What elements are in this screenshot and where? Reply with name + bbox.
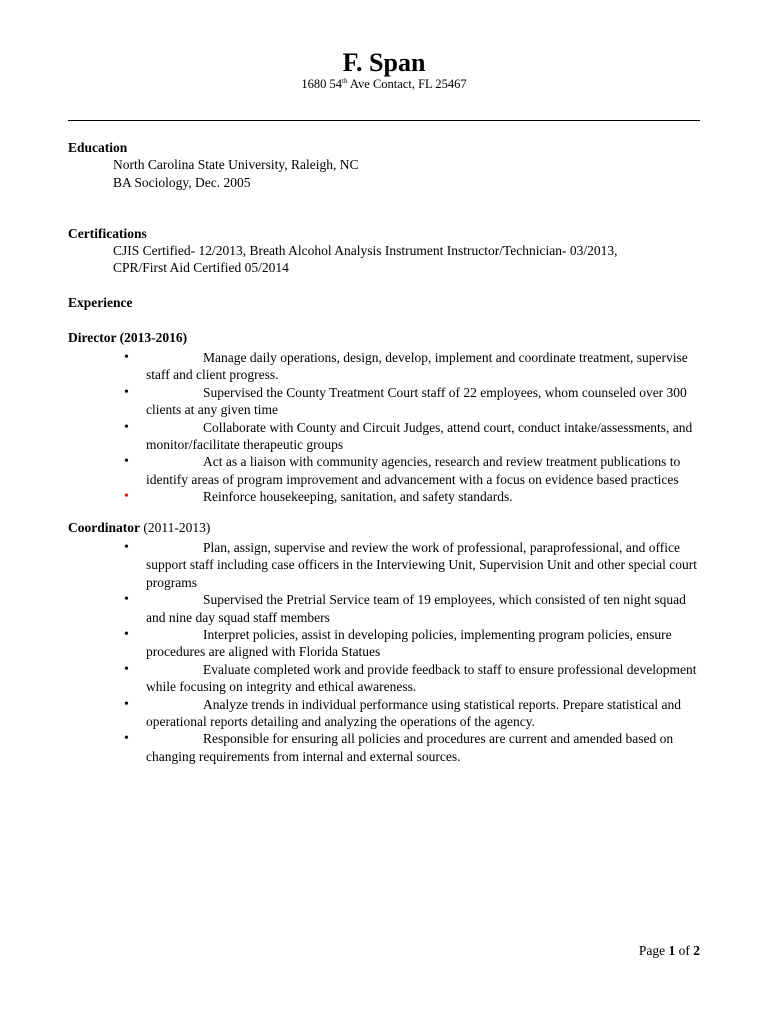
bullet-text: Manage daily operations, design, develop, implement and coordinate treatment, supervise staff and client progress. xyxy=(146,350,688,383)
bullet-text: Supervised the Pretrial Service team of 19 employees, which consisted of ten night squad and nine day squad staff members xyxy=(146,592,686,625)
job-title-text: Coordinator xyxy=(68,520,140,535)
list-item xyxy=(0,349,768,384)
list-item xyxy=(0,730,768,765)
bullet-text: Evaluate completed work and provide feedback to staff to ensure professional development while focusing on integrity and ethical awareness. xyxy=(146,661,697,695)
address-suffix: Ave Contact, FL 25467 xyxy=(347,77,467,91)
list-item xyxy=(0,453,768,488)
certification-line: CPR/First Aid Certified 05/2014 xyxy=(113,260,289,275)
page-total: 2 xyxy=(693,943,700,958)
candidate-address xyxy=(0,76,768,92)
list-item xyxy=(0,661,768,696)
page-current: 1 xyxy=(668,943,676,958)
page-of: of xyxy=(675,943,694,958)
list-item xyxy=(0,384,768,419)
job-title-coordinator xyxy=(68,520,210,536)
list-item xyxy=(0,626,768,661)
candidate-name: F. Span xyxy=(342,48,426,77)
job-title-director xyxy=(68,330,187,346)
header-divider xyxy=(68,120,700,121)
bullet-icon: • xyxy=(124,419,129,435)
bullet-icon: • xyxy=(124,592,129,608)
job-title-years: (2011-2013) xyxy=(140,520,211,535)
bullet-icon: • xyxy=(124,454,129,470)
education-line: BA Sociology, Dec. 2005 xyxy=(113,175,251,190)
certifications-heading: Certifications xyxy=(68,226,147,241)
bullet-icon: • xyxy=(124,661,129,677)
list-item xyxy=(0,591,768,626)
education-heading: Education xyxy=(68,140,128,155)
bullet-icon: • xyxy=(124,696,129,712)
experience-heading: Experience xyxy=(68,295,133,310)
bullet-text: Plan, assign, supervise and review the work of professional, paraprofessional, and office support staff including case officers in the Interviewing Unit, Supervision Unit and other special court programs xyxy=(146,540,697,590)
list-item xyxy=(0,696,768,731)
red-bullet-icon: • xyxy=(124,489,129,505)
coordinator-bullets xyxy=(0,539,768,765)
bullet-icon: • xyxy=(124,731,129,747)
bullet-text: Collaborate with County and Circuit Judges, attend court, conduct intake/assessments, and monitor/facilitate therapeutic groups xyxy=(146,419,693,453)
bullet-icon: • xyxy=(124,627,129,643)
bullet-icon: • xyxy=(124,384,129,400)
bullet-text: Supervised the County Treatment Court staff of 22 employees, whom counseled over 300 clients at any given time xyxy=(146,384,687,418)
bullet-text: Responsible for ensuring all policies and procedures are current and amended based on changing requirements from internal and external sources. xyxy=(146,731,674,764)
certification-line: CJIS Certified- 12/2013, Breath Alcohol Analysis Instrument Instructor/Technician- 03/2013, xyxy=(113,243,618,258)
job-title-text: Director (2013-2016) xyxy=(68,330,188,345)
bullet-text: Reinforce housekeeping, sanitation, and safety standards. xyxy=(203,489,513,505)
bullet-text: Act as a liaison with community agencies, research and review treatment publications to identify areas of program improvement and advancement with a focus on evidence based practices xyxy=(146,454,681,487)
list-item xyxy=(0,488,768,505)
page-number xyxy=(639,943,700,959)
list-item xyxy=(0,419,768,454)
page-label: Page xyxy=(638,943,669,958)
director-bullets xyxy=(0,349,768,506)
education-line: North Carolina State University, Raleigh, NC xyxy=(113,157,359,172)
bullet-icon: • xyxy=(124,540,129,555)
address-prefix: 1680 54 xyxy=(301,77,343,91)
list-item xyxy=(0,539,768,591)
bullet-icon: • xyxy=(124,350,129,365)
bullet-text: Interpret policies, assist in developing policies, implementing program policies, ensure procedures are aligned with Florida Statues xyxy=(146,627,672,660)
address-ordinal: th xyxy=(342,76,348,85)
bullet-text: Analyze trends in individual performance using statistical reports. Prepare statistical and operational reports detailing and analyzing the operations of the agency. xyxy=(146,696,681,730)
